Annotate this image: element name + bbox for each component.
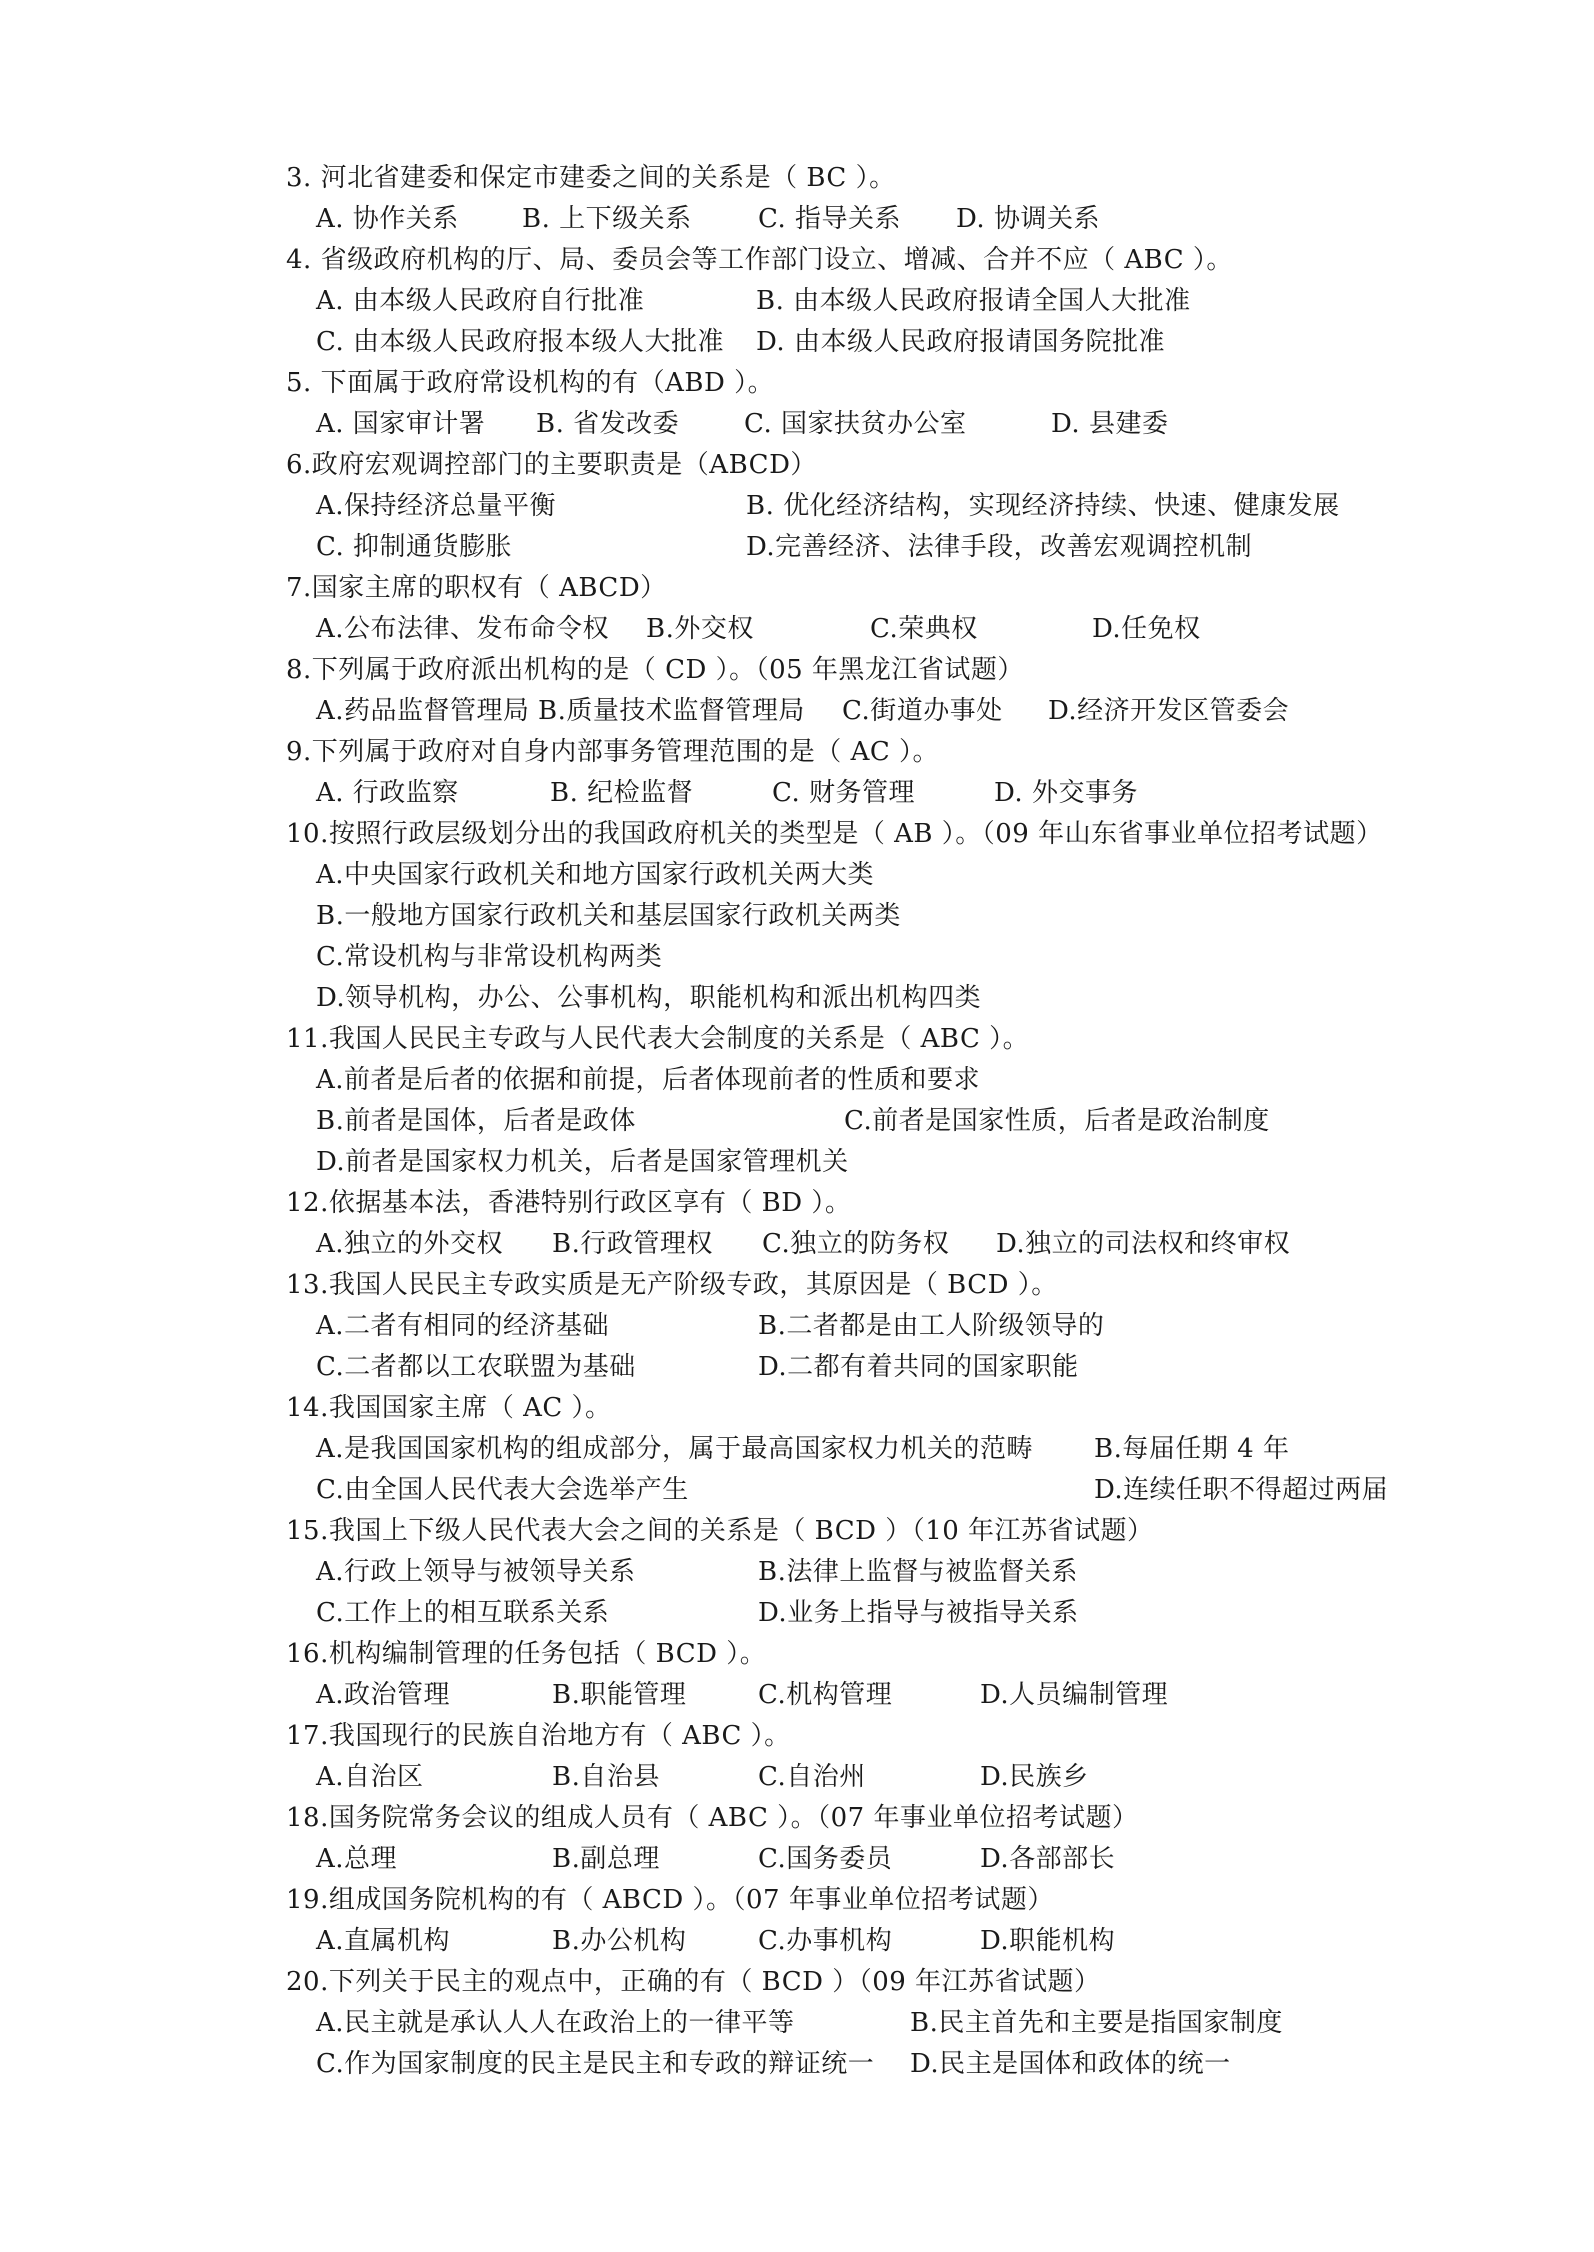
question-9-stem: 9.下列属于政府对自身内部事务管理范围的是（ AC ）。 (286, 737, 940, 767)
option-c: C.国务委员 (758, 1844, 893, 1874)
option-a: A.总理 (316, 1844, 398, 1874)
option-a: A.直属机构 (316, 1926, 451, 1956)
question-10-option-d: D.领导机构，办公、公事机构，职能机构和派出机构四类 (316, 983, 982, 1013)
option-d: D.业务上指导与被指导关系 (758, 1598, 1079, 1628)
option-a: A.政治管理 (316, 1680, 451, 1710)
option-a: A.是我国国家机构的组成部分，属于最高国家权力机关的范畴 (316, 1434, 1034, 1464)
question-11-stem: 11.我国人民民主专政与人民代表大会制度的关系是（ ABC ）。 (286, 1024, 1030, 1054)
option-a: A.药品监督管理局 (316, 696, 530, 726)
question-3-stem: 3. 河北省建委和保定市建委之间的关系是（ BC ）。 (286, 163, 896, 193)
question-18-stem: 18.国务院常务会议的组成人员有（ ABC ）。（07 年事业单位招考试题） (286, 1803, 1139, 1833)
option-c: C.前者是国家性质，后者是政治制度 (844, 1106, 1270, 1136)
option-b: B.质量技术监督管理局 (538, 696, 805, 726)
question-6-stem: 6.政府宏观调控部门的主要职责是（ABCD） (286, 450, 817, 480)
option-a: A. 行政监察 (316, 778, 459, 808)
question-10-option-a: A.中央国家行政机关和地方国家行政机关两大类 (316, 860, 875, 890)
option-b: B. 由本级人民政府报请全国人大批准 (756, 286, 1191, 316)
option-b: B. 上下级关系 (522, 204, 692, 234)
option-c: C.工作上的相互联系关系 (316, 1598, 610, 1628)
option-b: B.民主首先和主要是指国家制度 (910, 2008, 1283, 2038)
option-a: A.独立的外交权 (316, 1229, 504, 1259)
option-b: B.外交权 (646, 614, 754, 644)
option-b: B.法律上监督与被监督关系 (758, 1557, 1078, 1587)
option-d: D.民主是国体和政体的统一 (910, 2049, 1231, 2079)
option-a: A.自治区 (316, 1762, 424, 1792)
option-b: B.副总理 (552, 1844, 660, 1874)
option-d: D.各部部长 (980, 1844, 1116, 1874)
option-b: B.职能管理 (552, 1680, 687, 1710)
option-c: C. 指导关系 (758, 204, 901, 234)
option-b: B.二者都是由工人阶级领导的 (758, 1311, 1105, 1341)
question-19-stem: 19.组成国务院机构的有（ ABCD ）。（07 年事业单位招考试题） (286, 1885, 1054, 1915)
option-a: A.公布法律、发布命令权 (316, 614, 610, 644)
option-b: B.行政管理权 (552, 1229, 713, 1259)
option-b: B. 省发改委 (536, 409, 680, 439)
question-11-option-d: D.前者是国家权力机关，后者是国家管理机关 (316, 1147, 849, 1177)
option-d: D.人员编制管理 (980, 1680, 1169, 1710)
option-b: B.前者是国体，后者是政体 (316, 1106, 636, 1136)
question-10-option-b: B.一般地方国家行政机关和基层国家行政机关两类 (316, 901, 901, 931)
option-c: C. 抑制通货膨胀 (316, 532, 512, 562)
question-13-stem: 13.我国人民民主专政实质是无产阶级专政，其原因是（ BCD ）。 (286, 1270, 1058, 1300)
option-a: A. 国家审计署 (316, 409, 486, 439)
question-15-stem: 15.我国上下级人民代表大会之间的关系是（ BCD ）（10 年江苏省试题） (286, 1516, 1154, 1546)
question-8-stem: 8.下列属于政府派出机构的是（ CD ）。（05 年黑龙江省试题） (286, 655, 1024, 685)
option-d: D.经济开发区管委会 (1048, 696, 1290, 726)
option-a: A. 由本级人民政府自行批准 (316, 286, 645, 316)
option-d: D. 外交事务 (994, 778, 1138, 808)
option-c: C.荣典权 (870, 614, 978, 644)
option-d: D.民族乡 (980, 1762, 1089, 1792)
option-a: A.保持经济总量平衡 (316, 491, 557, 521)
option-c: C.独立的防务权 (762, 1229, 950, 1259)
option-c: C.自治州 (758, 1762, 866, 1792)
option-c: C.由全国人民代表大会选举产生 (316, 1475, 689, 1505)
option-c: C.办事机构 (758, 1926, 893, 1956)
option-b: B.办公机构 (552, 1926, 687, 1956)
option-d: D. 协调关系 (956, 204, 1100, 234)
option-b: B. 优化经济结构，实现经济持续、快速、健康发展 (746, 491, 1340, 521)
option-b: B.自治县 (552, 1762, 660, 1792)
question-17-stem: 17.我国现行的民族自治地方有（ ABC ）。 (286, 1721, 791, 1751)
option-c: C.作为国家制度的民主是民主和专政的辩证统一 (316, 2049, 875, 2079)
option-d: D. 县建委 (1051, 409, 1169, 439)
question-16-stem: 16.机构编制管理的任务包括（ BCD ）。 (286, 1639, 767, 1669)
option-c: C. 由本级人民政府报本级人大批准 (316, 327, 724, 357)
option-d: D.连续任职不得超过两届 (1094, 1475, 1389, 1505)
question-5-stem: 5. 下面属于政府常设机构的有（ABD ）。 (286, 368, 775, 398)
option-d: D.二都有着共同的国家职能 (758, 1352, 1079, 1382)
question-4-stem: 4. 省级政府机构的厅、局、委员会等工作部门设立、增减、合并不应（ ABC ）。 (286, 245, 1233, 275)
option-a: A.二者有相同的经济基础 (316, 1311, 610, 1341)
option-d: D.完善经济、法律手段，改善宏观调控机制 (746, 532, 1253, 562)
option-c: C. 国家扶贫办公室 (744, 409, 967, 439)
option-a: A.行政上领导与被领导关系 (316, 1557, 636, 1587)
option-b: B.每届任期 4 年 (1094, 1434, 1290, 1464)
option-d: D.独立的司法权和终审权 (996, 1229, 1291, 1259)
question-7-stem: 7.国家主席的职权有（ ABCD） (286, 573, 667, 603)
question-14-stem: 14.我国国家主席（ AC ）。 (286, 1393, 612, 1423)
option-d: D.任免权 (1092, 614, 1201, 644)
option-c: C.二者都以工农联盟为基础 (316, 1352, 636, 1382)
question-11-option-a: A.前者是后者的依据和前提，后者体现前者的性质和要求 (316, 1065, 981, 1095)
question-10-option-c: C.常设机构与非常设机构两类 (316, 942, 663, 972)
option-d: D.职能机构 (980, 1926, 1116, 1956)
option-c: C. 财务管理 (772, 778, 915, 808)
option-a: A. 协作关系 (316, 204, 459, 234)
question-20-stem: 20.下列关于民主的观点中，正确的有（ BCD ）（09 年江苏省试题） (286, 1967, 1101, 1997)
question-10-stem: 10.按照行政层级划分出的我国政府机关的类型是（ AB ）。（09 年山东省事业单位招考试题） (286, 819, 1383, 849)
option-c: C.机构管理 (758, 1680, 893, 1710)
question-12-stem: 12.依据基本法，香港特别行政区享有（ BD ）。 (286, 1188, 852, 1218)
option-a: A.民主就是承认人人在政治上的一律平等 (316, 2008, 795, 2038)
option-d: D. 由本级人民政府报请国务院批准 (756, 327, 1165, 357)
option-b: B. 纪检监督 (550, 778, 694, 808)
option-c: C.街道办事处 (842, 696, 1003, 726)
